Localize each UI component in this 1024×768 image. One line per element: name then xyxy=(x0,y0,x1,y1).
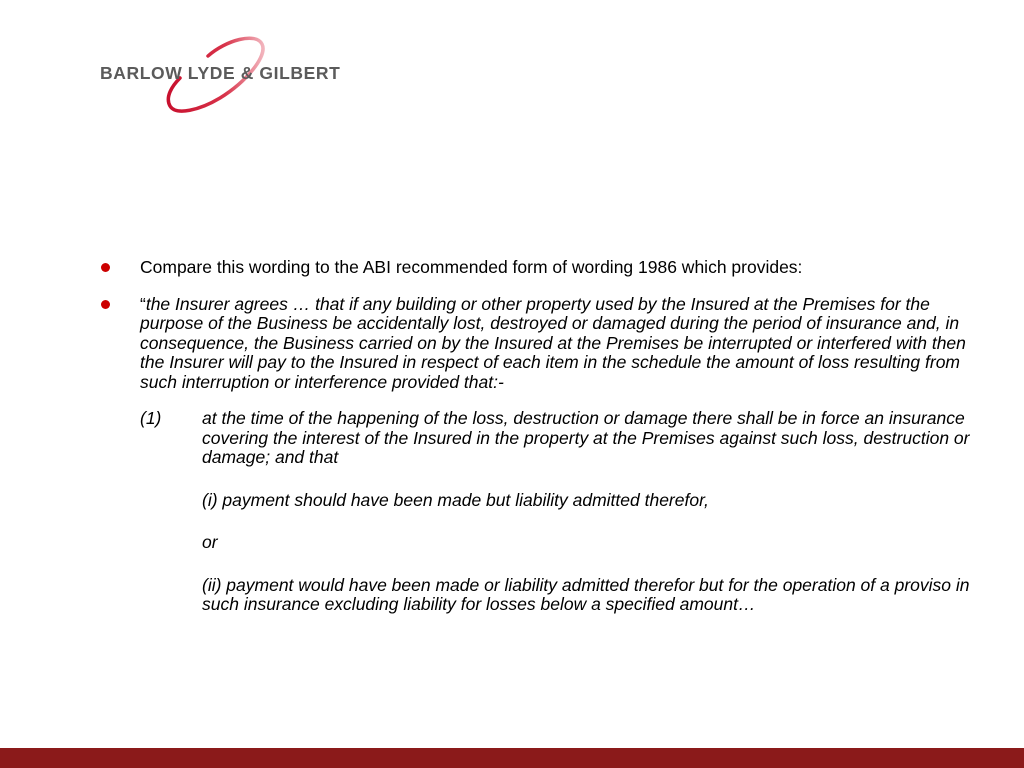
bullet-dot-icon xyxy=(101,300,110,309)
clause-number: (1) xyxy=(140,408,162,428)
bullet-dot-icon xyxy=(101,263,110,272)
bullet-text: Compare this wording to the ABI recommended form of wording 1986 which provides: xyxy=(140,257,803,277)
open-quote-mark: “ xyxy=(140,293,146,314)
bullet-abi-quote xyxy=(100,295,980,393)
sub-item-i: (i) payment should have been made but liability admitted therefor, xyxy=(202,489,709,510)
clause-text: at the time of the happening of the loss, destruction or damage there shall be in force an insurance covering the interest of the Insured in the property at the Premises against such loss, destruction or damage; and that xyxy=(202,408,970,467)
company-logo xyxy=(96,34,341,120)
sub-item-or: or xyxy=(202,532,218,552)
bullet-quote-text: the Insurer agrees … that if any building or other property used by the Insured at the Premises for the purpose of the Business be accidentally lost, destroyed or damaged during the period of insurance and, in consequence, the Business carried on by the Insured at the Premises be interrupted or interfered with then the Insurer will pay to the Insured in respect of each item in the schedule the amount of loss resulting from such interruption or interference provided that:- xyxy=(140,293,966,392)
bullet-compare-wording xyxy=(100,258,980,278)
sub-item-ii: (ii) payment would have been made or liability admitted therefor but for the operation of a proviso in such insurance excluding liability for losses below a specified amount… xyxy=(202,574,970,614)
slide-body xyxy=(100,258,980,638)
footer-bar xyxy=(0,748,1024,768)
clause-1 xyxy=(100,409,980,468)
logo-wordmark: BARLOW LYDE & GILBERT xyxy=(100,63,341,83)
